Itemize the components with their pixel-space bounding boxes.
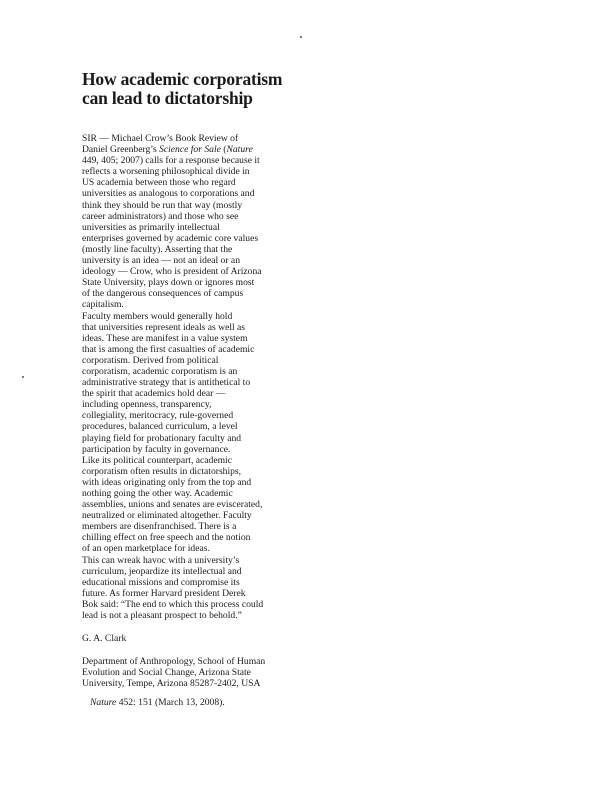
body-line: future. As former Harvard president Derek <box>82 587 246 599</box>
body-line: Bok said: “The end to which this process could <box>82 598 264 610</box>
source-citation <box>90 697 225 708</box>
body-line: the spirit that academics hold dear — <box>82 388 226 400</box>
affiliation-line: Department of Anthropology, School of Human <box>82 656 266 668</box>
body-line: chilling effect on free speech and the notion <box>82 532 251 544</box>
body-line: universities as analogous to corporations and <box>82 188 255 200</box>
body-line: university is an idea — not an ideal or an <box>82 255 240 267</box>
body-line: collegiality, meritocracy, rule-governed <box>82 410 234 422</box>
body-line: universities as primarily intellectual <box>82 221 220 233</box>
body-line: including openness, transparency, <box>82 399 212 411</box>
body-line: enterprises governed by academic core values <box>82 232 259 244</box>
body-line: corporatism. Derived from political <box>82 354 219 366</box>
body-line: playing field for probationary faculty and <box>82 432 242 444</box>
headline-line: How academic corporatism <box>82 69 283 89</box>
author-signature: G. A. Clark <box>82 633 127 645</box>
book-title: Science for Sale <box>159 144 221 156</box>
body-line: with ideas originating only from the top and <box>82 476 252 488</box>
body-line: think they should be run that way (mostly <box>82 199 243 211</box>
affiliation-line: Evolution and Social Change, Arizona State <box>82 667 251 679</box>
scan-speck <box>22 376 24 378</box>
body-line: of the dangerous consequences of campus <box>82 288 244 300</box>
body-line: of an open marketplace for ideas. <box>82 543 210 555</box>
body-line: neutralized or eliminated altogether. Faculty <box>82 510 252 522</box>
body-line: administrative strategy that is antithetical to <box>82 377 251 389</box>
body-line: lead is not a pleasant prospect to behold.” <box>82 610 242 622</box>
body-line: Like its political counterpart, academic <box>82 454 232 466</box>
body-line: assemblies, unions and senates are eviscerated, <box>82 499 263 511</box>
body-line: State University, plays down or ignores most <box>82 277 255 289</box>
citation-details: 452: 151 (March 13, 2008). <box>116 697 225 708</box>
journal-reference: Nature <box>226 144 253 156</box>
scan-speck <box>300 36 302 38</box>
body-line: This can wreak havoc with a university’s <box>82 554 240 566</box>
body-line: SIR — Michael Crow’s Book Review of <box>82 133 239 144</box>
body-line: nothing going the other way. Academic <box>82 488 233 499</box>
body-line: that universities represent ideals as well as <box>82 321 246 333</box>
headline-line: can lead to dictatorship <box>82 88 253 108</box>
body-line: reflects a worsening philosophical divide in <box>82 166 250 178</box>
author-affiliation <box>82 656 292 689</box>
body-line: 449, 405; 2007) calls for a response because it <box>82 155 260 167</box>
body-line: US academia between those who regard <box>82 177 236 189</box>
body-line: corporatism, academic corporatism is an <box>82 365 238 377</box>
body-line: capitalism. <box>82 299 124 311</box>
article-headline <box>82 70 292 108</box>
body-line: (mostly line faculty). Asserting that the <box>82 243 233 255</box>
affiliation-line: University, Tempe, Arizona 85287-2402, USA <box>82 678 261 690</box>
body-line: curriculum, jeopardize its intellectual and <box>82 565 242 577</box>
body-line: ideas. These are manifest in a value system <box>82 332 248 344</box>
body-line: procedures, balanced curriculum, a level <box>82 421 238 433</box>
letter-body <box>82 133 292 621</box>
body-line: career administrators) and those who see <box>82 210 239 222</box>
body-line: Faculty members would generally hold <box>82 310 233 322</box>
body-line: educational missions and compromise its <box>82 576 240 588</box>
letter-article <box>82 70 292 690</box>
body-line: that is among the first casualties of academic <box>82 343 255 355</box>
body-line: Daniel Greenberg’s Science for Sale (Nature <box>82 144 253 156</box>
body-line: ideology — Crow, who is president of Arizona <box>82 266 262 278</box>
body-line: members are disenfranchised. There is a <box>82 521 237 533</box>
body-line: corporatism often results in dictatorships, <box>82 465 242 477</box>
body-line: participation by faculty in governance. <box>82 443 231 455</box>
journal-name: Nature <box>90 697 117 708</box>
